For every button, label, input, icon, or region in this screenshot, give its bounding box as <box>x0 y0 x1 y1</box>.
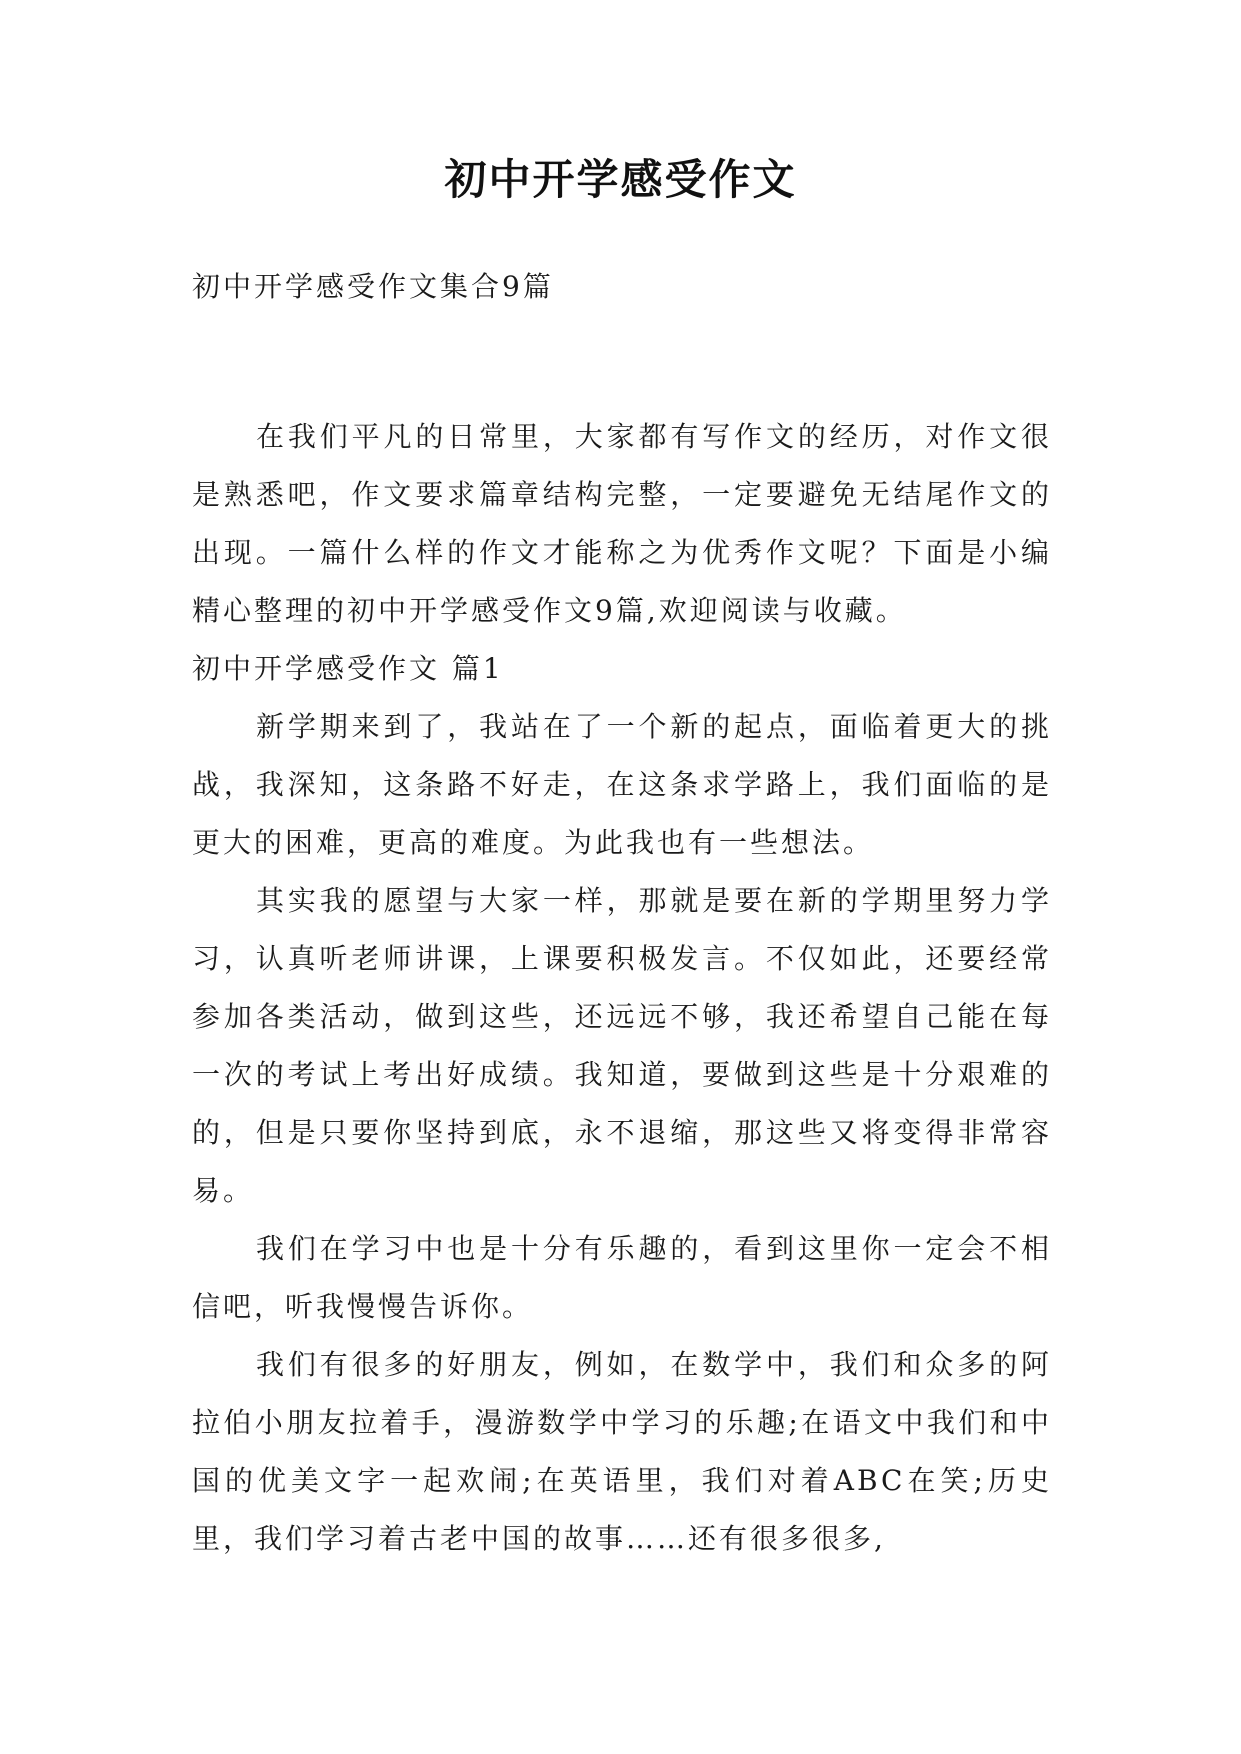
section-heading: 初中开学感受作文 篇1 <box>192 652 504 685</box>
body-paragraph: 新学期来到了，我站在了一个新的起点，面临着更大的挑战，我深知，这条路不好走，在这条求学路上，我们面临的是更大的困难，更高的难度。为此我也有一些想法。 <box>192 710 1052 859</box>
intro-paragraph: 在我们平凡的日常里，大家都有写作文的经历，对作文很是熟悉吧，作文要求篇章结构完整，一定要避免无结尾作文的出现。一篇什么样的作文才能称之为优秀作文呢？下面是小编精心整理的初中开学感受作文9篇,欢迎阅读与收藏。 <box>192 420 1052 627</box>
body-paragraph: 我们有很多的好朋友，例如，在数学中，我们和众多的阿拉伯小朋友拉着手，漫游数学中学习的乐趣;在语文中我们和中国的优美文字一起欢闹;在英语里，我们对着ABC在笑;历史里，我们学习着古老中国的故事……还有很多很多, <box>192 1348 1052 1555</box>
document-title: 初中开学感受作文 <box>444 155 797 204</box>
document-subtitle: 初中开学感受作文集合9篇 <box>192 270 554 303</box>
body-paragraph: 我们在学习中也是十分有乐趣的，看到这里你一定会不相信吧，听我慢慢告诉你。 <box>192 1232 1052 1323</box>
body-paragraph: 其实我的愿望与大家一样，那就是要在新的学期里努力学习，认真听老师讲课，上课要积极发言。不仅如此，还要经常参加各类活动，做到这些，还远远不够，我还希望自己能在每一次的考试上考出好成绩。我知道，要做到这些是十分艰难的的，但是只要你坚持到底，永不退缩，那这些又将变得非常容易。 <box>192 884 1052 1207</box>
document-body <box>192 408 1052 1568</box>
